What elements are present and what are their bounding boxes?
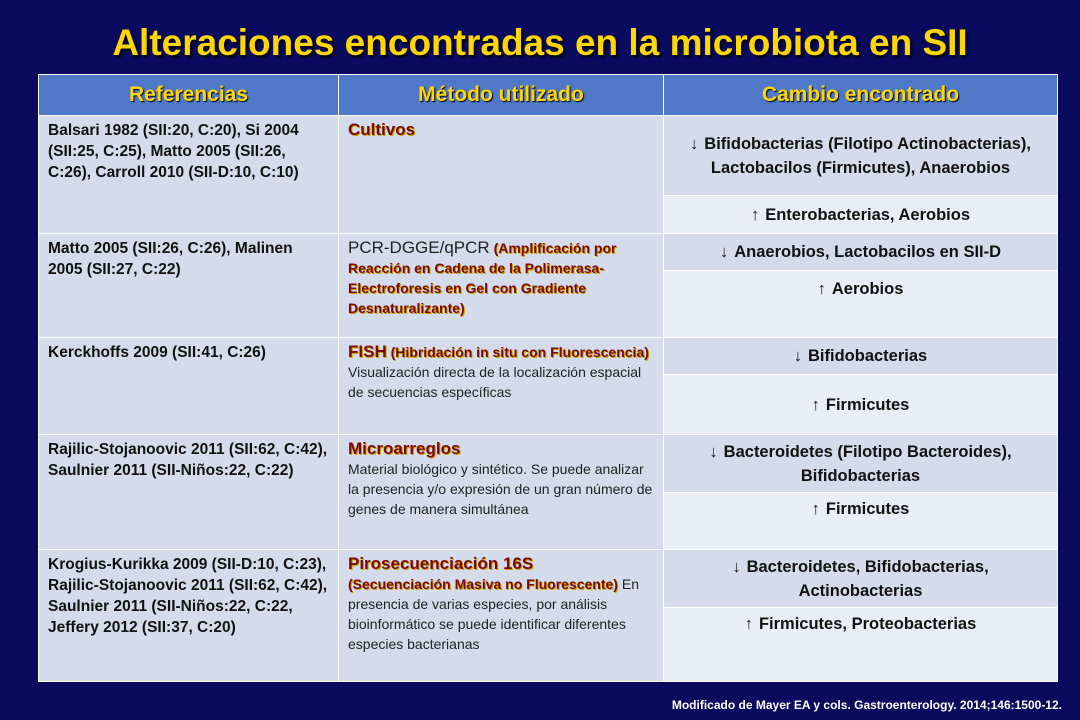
header-metodo: Método utilizado xyxy=(339,75,664,116)
up-arrow-icon: ↑ xyxy=(817,280,826,298)
slide-title: Alteraciones encontradas en la microbiota en SII xyxy=(112,22,968,63)
change-text: Anaerobios, Lactobacilos en SII-D xyxy=(734,243,1002,261)
method-cell xyxy=(339,338,664,435)
change-cell-increase xyxy=(664,196,1058,234)
table-row xyxy=(39,234,1058,271)
change-cell-decrease xyxy=(664,338,1058,375)
change-text: Firmicutes xyxy=(825,395,910,414)
up-arrow-icon: ↑ xyxy=(811,500,820,518)
change-cell-increase xyxy=(664,493,1058,550)
citation-footnote: Modificado de Mayer EA y cols. Gastroenterology. 2014;146:1500-12. xyxy=(671,698,1062,712)
method-name: PCR-DGGE/qPCR xyxy=(348,238,490,257)
table-row xyxy=(39,116,1058,196)
change-text: Bacteroidetes (Filotipo Bacteroides), Bifidobacterias xyxy=(723,442,1012,485)
reference-cell: Krogius-Kurikka 2009 (SII-D:10, C:23), Rajilic-Stojanoovic 2011 (SII:62, C:42), Saulnier 2011 (SII-Niños:22, C:22, Jeffery 2012 (SII:37, C:20) xyxy=(39,550,339,682)
change-cell-increase xyxy=(664,608,1058,682)
table-row xyxy=(39,338,1058,375)
method-detail: (Secuenciación Masiva no Fluorescente) xyxy=(348,576,618,592)
method-description: En presencia de varias especies, por análisis bioinformático se puede identificar diferentes especies bacterianas xyxy=(348,576,639,652)
method-detail: (Amplificación por Reacción en Cadena de la Polimerasa-Electroforesis en Gel con Gradiente Desnaturalizante) xyxy=(348,240,617,316)
down-arrow-icon: ↓ xyxy=(793,347,803,365)
change-cell-increase xyxy=(664,271,1058,338)
down-arrow-icon: ↓ xyxy=(690,134,699,153)
microbiota-table xyxy=(38,74,1058,682)
change-cell-decrease xyxy=(664,116,1058,196)
method-detail: (Hibridación in situ con Fluorescencia) xyxy=(390,344,649,360)
up-arrow-icon: ↑ xyxy=(750,205,760,224)
change-cell-decrease xyxy=(664,435,1058,493)
up-arrow-icon: ↑ xyxy=(811,395,820,414)
method-cell xyxy=(339,234,664,338)
header-referencias: Referencias xyxy=(39,75,339,116)
change-text: Enterobacterias, Aerobios xyxy=(765,205,971,224)
down-arrow-icon: ↓ xyxy=(732,557,741,576)
method-cell xyxy=(339,116,664,234)
table-row xyxy=(39,550,1058,608)
change-text: Aerobios xyxy=(831,280,904,298)
method-description: Material biológico y sintético. Se puede analizar la presencia y/o expresión de un gran número de genes de manera simultánea xyxy=(348,461,653,517)
method-name: Pirosecuenciación 16S xyxy=(348,554,534,573)
change-text: Bifidobacterias xyxy=(808,347,928,365)
header-cambio: Cambio encontrado xyxy=(664,75,1058,116)
method-cell xyxy=(339,550,664,682)
method-cell xyxy=(339,435,664,550)
method-name: Microarreglos xyxy=(348,439,461,458)
reference-cell: Rajilic-Stojanoovic 2011 (SII:62, C:42), Saulnier 2011 (SII-Niños:22, C:22) xyxy=(39,435,339,550)
change-cell-decrease xyxy=(664,234,1058,271)
down-arrow-icon: ↓ xyxy=(709,442,718,461)
method-name: FISH xyxy=(348,342,387,361)
method-description: Visualización directa de la localización espacial de secuencias específicas xyxy=(348,364,642,400)
table-header-row xyxy=(39,75,1058,116)
table-row xyxy=(39,435,1058,493)
change-text: Bifidobacterias (Filotipo Actinobacterias), Lactobacilos (Firmicutes), Anaerobios xyxy=(704,134,1031,177)
reference-cell: Balsari 1982 (SII:20, C:20), Si 2004 (SII:25, C:25), Matto 2005 (SII:26, C:26), Carroll 2010 (SII-D:10, C:10) xyxy=(39,116,339,234)
change-text: Bacteroidetes, Bifidobacterias, Actinobacterias xyxy=(746,557,989,600)
reference-cell: Kerckhoffs 2009 (SII:41, C:26) xyxy=(39,338,339,435)
method-name: Cultivos xyxy=(348,120,416,139)
reference-cell: Matto 2005 (SII:26, C:26), Malinen 2005 (SII:27, C:22) xyxy=(39,234,339,338)
down-arrow-icon: ↓ xyxy=(719,243,729,261)
change-cell-decrease xyxy=(664,550,1058,608)
up-arrow-icon: ↑ xyxy=(744,615,753,633)
change-text: Firmicutes xyxy=(825,500,910,518)
change-cell-increase xyxy=(664,375,1058,435)
change-text: Firmicutes, Proteobacterias xyxy=(758,615,977,633)
